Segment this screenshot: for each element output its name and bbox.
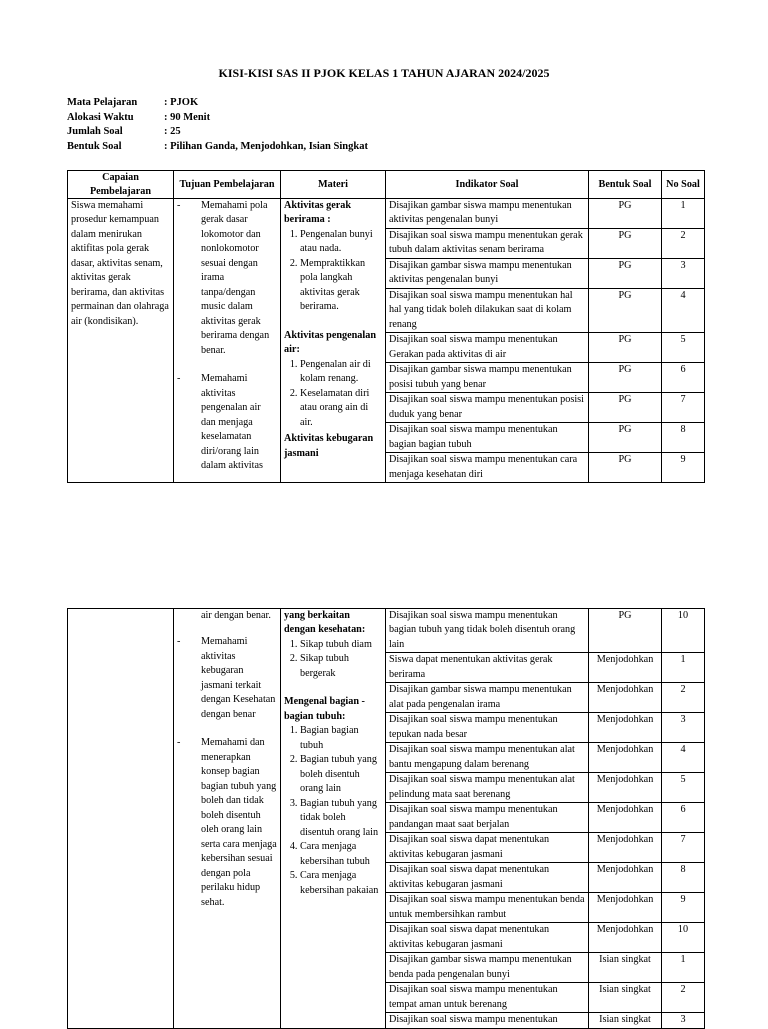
no-cell: 10 xyxy=(662,609,705,653)
materi-heading: Aktivitas kebugaran jasmani xyxy=(284,433,374,459)
meta-row xyxy=(67,111,368,126)
bentuk-cell: Menjodohkan xyxy=(589,863,662,893)
indikator-cell: Disajikan soal siswa mampu menentukan bagian bagian tubuh xyxy=(386,423,589,453)
bentuk-cell: PG xyxy=(589,258,662,288)
indikator-cell: Disajikan soal siswa mampu menentukan gerak tubuh dalam aktivitas senam berirama xyxy=(386,228,589,258)
bentuk-cell: Menjodohkan xyxy=(589,653,662,683)
header-capaian: Capaian Pembelajaran xyxy=(68,171,174,199)
bentuk-cell: Menjodohkan xyxy=(589,923,662,953)
no-cell: 5 xyxy=(662,333,705,363)
materi-list-item: 3. Bagian tubuh yang tidak boleh disentuh orang lain xyxy=(300,797,382,840)
header-tujuan: Tujuan Pembelajaran xyxy=(174,171,281,199)
indikator-cell: Disajikan soal siswa dapat menentukan aktivitas kebugaran jasmani xyxy=(386,863,589,893)
indikator-cell: Disajikan soal siswa mampu menentukan bagian tubuh yang tidak boleh disentuh orang lain xyxy=(386,609,589,653)
no-cell: 7 xyxy=(662,393,705,423)
meta-row xyxy=(67,96,368,111)
capaian-cell xyxy=(68,199,174,483)
header-materi: Materi xyxy=(281,171,386,199)
materi-heading: yang berkaitan dengan kesehatan: xyxy=(284,610,366,636)
no-cell: 4 xyxy=(662,288,705,332)
materi-list xyxy=(284,358,382,430)
no-cell: 6 xyxy=(662,803,705,833)
indikator-cell: Disajikan soal siswa mampu menentukan posisi duduk yang benar xyxy=(386,393,589,423)
bentuk-cell: Menjodohkan xyxy=(589,833,662,863)
indikator-cell: Disajikan soal siswa mampu menentukan alat pelindung mata saat berenang xyxy=(386,773,589,803)
bullet-dash: - xyxy=(177,373,181,385)
indikator-cell: Siswa dapat menentukan aktivitas gerak berirama xyxy=(386,653,589,683)
meta-key: Alokasi Waktu xyxy=(67,111,134,123)
bentuk-cell: PG xyxy=(589,288,662,332)
no-cell: 10 xyxy=(662,923,705,953)
indikator-cell: Disajikan gambar siswa mampu menentukan posisi tubuh yang benar xyxy=(386,363,589,393)
bentuk-cell: PG xyxy=(589,363,662,393)
meta-block xyxy=(67,96,368,154)
no-cell: 3 xyxy=(662,1013,705,1028)
bentuk-cell: PG xyxy=(589,228,662,258)
tujuan-text: Memahami aktivitas kebugaran jasmani terkait dengan Kesehatan dengan benar xyxy=(201,636,276,720)
indikator-cell: Disajikan soal siswa mampu menentukan xyxy=(386,1013,589,1028)
bentuk-cell: Isian singkat xyxy=(589,1013,662,1028)
bentuk-cell: PG xyxy=(589,333,662,363)
header-no: No Soal xyxy=(662,171,705,199)
materi-list-item: 1. Sikap tubuh diam xyxy=(300,638,382,652)
indikator-cell: Disajikan soal siswa mampu menentukan benda untuk membersihkan rambut xyxy=(386,893,589,923)
materi-list xyxy=(284,724,382,898)
meta-row xyxy=(67,125,368,140)
indikator-cell: Disajikan soal siswa dapat menentukan aktivitas kebugaran jasmani xyxy=(386,833,589,863)
materi-cell xyxy=(281,199,386,483)
bentuk-cell: Menjodohkan xyxy=(589,893,662,923)
tujuan-text: Memahami pola gerak dasar lokomotor dan nonlokomotor sesuai dengan irama tanpa/dengan music dalam aktivitas gerak berirama dengan benar. xyxy=(201,200,270,356)
materi-list-item: 5. Cara menjaga kebersihan pakaian xyxy=(300,869,382,898)
materi-list-item: 4. Cara menjaga kebersihan tubuh xyxy=(300,840,382,869)
meta-key: Bentuk Soal xyxy=(67,140,122,152)
no-cell: 9 xyxy=(662,453,705,483)
indikator-cell: Disajikan soal siswa dapat menentukan aktivitas kebugaran jasmani xyxy=(386,923,589,953)
bullet-dash: - xyxy=(177,636,181,648)
kisi-table-page-2 xyxy=(67,608,705,1029)
bullet-dash: - xyxy=(177,200,181,211)
header-bentuk: Bentuk Soal xyxy=(589,171,662,199)
no-cell: 9 xyxy=(662,893,705,923)
meta-value: : 90 Menit xyxy=(164,111,211,123)
no-cell: 2 xyxy=(662,228,705,258)
materi-heading: Mengenal bagian - bagian tubuh: xyxy=(284,696,365,722)
bentuk-cell: Isian singkat xyxy=(589,983,662,1013)
indikator-cell: Disajikan soal siswa mampu menentukan pandangan maat saat berjalan xyxy=(386,803,589,833)
tujuan-item xyxy=(177,372,277,473)
materi-list-item: 2. Mempraktikkan pola langkah aktivitas gerak berirama. xyxy=(300,257,382,315)
materi-list xyxy=(284,638,382,681)
tujuan-text: air dengan benar. xyxy=(201,610,271,621)
meta-row xyxy=(67,140,368,155)
indikator-cell: Disajikan gambar siswa mampu menentukan alat pada pengenalan irama xyxy=(386,683,589,713)
tujuan-text: Memahami dan menerapkan konsep bagian bagian tubuh yang boleh dan tidak boleh disentuh oleh orang lain serta cara menjaga kebersihan sesuai dengan pola perilaku hidup sehat. xyxy=(201,737,277,908)
capaian-cell xyxy=(68,609,174,1029)
indikator-cell: Disajikan soal siswa mampu menentukan tempat aman untuk berenang xyxy=(386,983,589,1013)
bullet-dash: - xyxy=(177,737,181,749)
table-row xyxy=(68,199,705,229)
no-cell: 8 xyxy=(662,423,705,453)
materi-heading: Aktivitas gerak berirama : xyxy=(284,200,352,226)
materi-list-item: 2. Sikap tubuh bergerak xyxy=(300,652,382,681)
no-cell: 2 xyxy=(662,683,705,713)
no-cell: 1 xyxy=(662,953,705,983)
indikator-cell: Disajikan gambar siswa mampu menentukan aktivitas pengenalan bunyi xyxy=(386,258,589,288)
meta-value: : 25 xyxy=(164,126,181,137)
bentuk-cell: PG xyxy=(589,393,662,423)
meta-key: Jumlah Soal xyxy=(67,126,123,137)
bentuk-cell: PG xyxy=(589,199,662,229)
materi-list-item: 1. Pengenalan bunyi atau nada. xyxy=(300,228,382,257)
table-header-row xyxy=(68,171,705,199)
meta-value: : Pilihan Ganda, Menjodohkan, Isian Singkat xyxy=(164,140,368,152)
indikator-cell: Disajikan soal siswa mampu menentukan cara menjaga kesehatan diri xyxy=(386,453,589,483)
tujuan-cell xyxy=(174,199,281,483)
no-cell: 2 xyxy=(662,983,705,1013)
tujuan-item xyxy=(177,635,277,722)
indikator-cell: Disajikan gambar siswa mampu menentukan benda pada pengenalan bunyi xyxy=(386,953,589,983)
kisi-table-page-1 xyxy=(67,170,705,483)
bentuk-cell: PG xyxy=(589,453,662,483)
bentuk-cell: PG xyxy=(589,609,662,653)
tujuan-item xyxy=(177,199,277,358)
bentuk-cell: Menjodohkan xyxy=(589,713,662,743)
indikator-cell: Disajikan soal siswa mampu menentukan Gerakan pada aktivitas di air xyxy=(386,333,589,363)
materi-list-item: 2. Bagian tubuh yang boleh disentuh orang lain xyxy=(300,753,382,796)
no-cell: 6 xyxy=(662,363,705,393)
no-cell: 5 xyxy=(662,773,705,803)
materi-list xyxy=(284,228,382,315)
bentuk-cell: Menjodohkan xyxy=(589,743,662,773)
indikator-cell: Disajikan soal siswa mampu menentukan hal hal yang tidak boleh dilakukan saat di kolam renang xyxy=(386,288,589,332)
bentuk-cell: Menjodohkan xyxy=(589,683,662,713)
capaian-text: Siswa memahami prosedur kemampuan dalam menirukan aktifitas pola gerak dasar, aktivitas senam, aktivitas gerak berirama, dan aktivitas permainan dan olahraga air (kondisikan). xyxy=(71,200,169,327)
tujuan-text: Memahami aktivitas pengenalan air dan menjaga keselamatan diri/orang lain dalam aktivitas xyxy=(201,373,263,472)
indikator-cell: Disajikan gambar siswa mampu menentukan aktivitas pengenalan bunyi xyxy=(386,199,589,229)
bentuk-cell: Menjodohkan xyxy=(589,773,662,803)
indikator-cell: Disajikan soal siswa mampu menentukan alat bantu mengapung dalam berenang xyxy=(386,743,589,773)
table-row xyxy=(68,609,705,653)
document-title: KISI-KISI SAS II PJOK KELAS 1 TAHUN AJARAN 2024/2025 xyxy=(218,66,550,80)
tujuan-item xyxy=(177,736,277,910)
bentuk-cell: Menjodohkan xyxy=(589,803,662,833)
materi-list-item: 1. Bagian bagian tubuh xyxy=(300,724,382,753)
materi-cell xyxy=(281,609,386,1029)
no-cell: 3 xyxy=(662,258,705,288)
meta-key: Mata Pelajaran xyxy=(67,97,138,108)
tujuan-item xyxy=(177,609,277,623)
bentuk-cell: Isian singkat xyxy=(589,953,662,983)
no-cell: 3 xyxy=(662,713,705,743)
no-cell: 8 xyxy=(662,863,705,893)
indikator-cell: Disajikan soal siswa mampu menentukan tepukan nada besar xyxy=(386,713,589,743)
bentuk-cell: PG xyxy=(589,423,662,453)
no-cell: 4 xyxy=(662,743,705,773)
tujuan-cell xyxy=(174,609,281,1029)
materi-list-item: 1. Pengenalan air di kolam renang. xyxy=(300,358,382,387)
no-cell: 1 xyxy=(662,653,705,683)
materi-heading: Aktivitas pengenalan air: xyxy=(284,329,376,356)
materi-list-item: 2. Keselamatan diri atau orang ain di air. xyxy=(300,387,382,430)
no-cell: 7 xyxy=(662,833,705,863)
header-indikator: Indikator Soal xyxy=(386,171,589,199)
meta-value: : PJOK xyxy=(164,97,199,108)
bullet-dash xyxy=(177,609,201,623)
no-cell: 1 xyxy=(662,199,705,229)
